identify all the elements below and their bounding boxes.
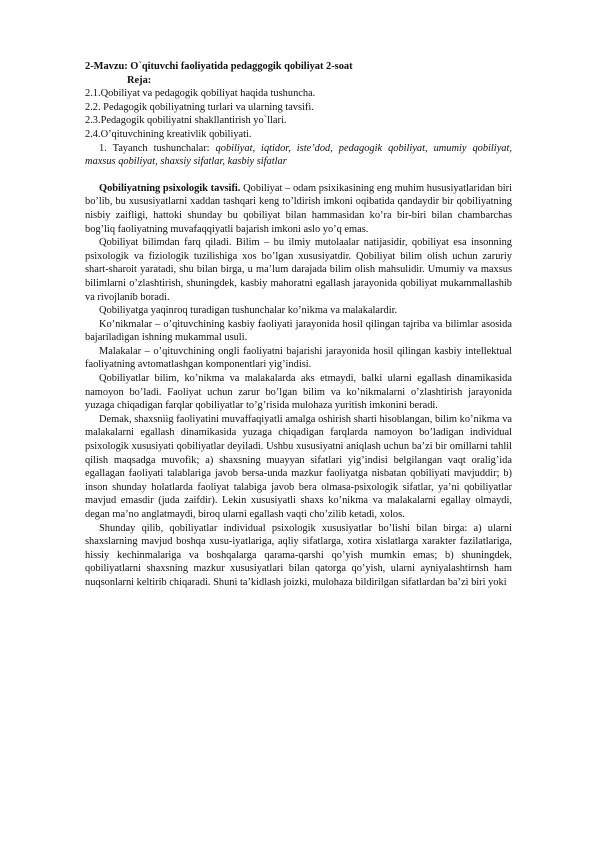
body-paragraph: Demak, shaxsniig faoliyatini muvaffaqiyatli amalga oshirish sharti hisoblangan, bilim ko’nikma va malakalarni egallash dinamikasida yuzaga chiqadigan farqlarda namoyon bo’ladigan individual psixologik xususiyati qobiliyatlar deyiladi. Ushbu xususiyatni aniqlash uchun ba’zi bir omillarni tahlil qilish maqsadga muvofik; a) shaxsning muayyan sifatlari yig’indisi belgilangan vaqt oralig’ida egallagan faoliyati talablariga javob bersa-unda mazkur faoliyatga nisbatan qobiliyati mavjuddir; b) inson shunday holatlarda faoliyat talabiga javob bera olmasa-psixologik sifatlar, ya’ni qobiliyatlar mavjud emasdir (juda zaifdir). Lekin xususiyatli shaxs ko’nikma va malakalarni egallay olmaydi, degan ma’no anglatmaydi, biroq ularni egallash vaqti cho’zilib ketadi, xolos.	[85, 413, 512, 520]
spacer	[85, 169, 512, 182]
plan-item: 2.4.O’qituvchining kreativlik qobiliyati.	[85, 128, 252, 140]
plan-heading: Reja:	[127, 74, 152, 86]
document-title: 2-Mavzu: O`qituvchi faoliyatida pedaggogik qobiliyat 2-soat	[85, 61, 353, 72]
keywords-line	[85, 142, 512, 169]
plan-item: 2.2. Pedagogik qobiliyatning turlari va ularning tavsifi.	[85, 101, 314, 113]
body-paragraph: Qobiliyatlar bilim, ko’nikma va malakalarda aks etmaydi, balki ularni egallash dinamikasida namoyon bo’ladi. Faoliyat uchun zarur bo’lgan bilim va ko’nikmalarni o’zlashtirish jarayonida yuzaga chiqadigan farqlar qobiliyatlar to’g’risida mulohaza yuritish imkonini beradi.	[85, 373, 512, 412]
keywords-list: qobiliyat, iqtidor, iste’dod, pedagogik qobiliyat, umumiy qobiliyat, maxsus qobiliyat, shaxsiy sifatlar, kasbiy sifatlar	[85, 142, 512, 168]
document-page	[85, 60, 512, 590]
body-paragraph: Qobiliyat bilimdan farq qiladi. Bilim – bu ilmiy mutolaalar natijasidir, qobiliyat esa insonning psixologik va fiziologik tuzilishiga xos bo’lgan xususiyatdir. Qobiliyat bilim olish uchun zaruriy shart-sharoit yaratadi, shu bilan birga, u ma’lum darajada bilim olish mahsulidir. Umumiy va maxsus bilimlarni o’zlashtirish, shuningdek, kasbiy mahoratni egallash jarayonida qobiliyat mukammallashib va rivojlanib boradi.	[85, 237, 512, 303]
section-lead: Qobiliyatning psixologik tavsifi.	[99, 182, 241, 194]
keywords-prefix: 1. Tayanch tushunchalar:	[99, 142, 216, 154]
paragraph-text: Qobiliyat – odam psixikasining eng muhim hususiyatlaridan biri bo’lib, bu xususiyatlarni xaddan tashqari keng to’ldirish imkoni oqibatida qandaydir bir qobiliyatning nisbiy zaifligi, hattoki shunday bu qobiliyat bilan hammasidan ko’ra bir-biri bilan chambarchas bog’liq faoliyatning muvafaqqiyatli bajarish imkoni aslo yo’q emas.	[85, 182, 513, 235]
plan-item: 2.3.Pedagogik qobiliyatni shakllantirish yo`llari.	[85, 115, 287, 127]
body-paragraph: Shunday qilib, qobiliyatlar individual psixologik xususiyatlar bo’lishi bilan birga: a) ularni shaxslarning mavjud boshqa xusu-iyatlariga, aqliy sifatlarga, xotira xislatlarga xarakter fazilatlariga, hissiy kechinmalariga va boshqalarga qarama-qarshi qo’yish mumkin emas; b) shuningdek, qobiliyatlarni shaxsning mazkur xususiyatlari bilan qatorga qo’yish, ularni ayniyalashtirnsh ham nuqsonlarni keltirib chiqaradi. Shuni ta’kidlash joizki, mulohaza bildirilgan sifatlardan ba’zi biri yoki	[85, 522, 512, 588]
body-paragraph: Ko’nikmalar – o’qituvchining kasbiy faoliyati jarayonida hosil qilingan tajriba va bilimlar asosida bajariladigan ishning mukammal usuli.	[85, 318, 512, 344]
plan-item: 2.1.Qobiliyat va pedagogik qobiliyat haqida tushuncha.	[85, 88, 316, 100]
body-paragraph: Malakalar – o’qituvchining ongli faoliyatni bajarishi jarayonida hosil qilingan kasbiy intellektual faoliyatning avtomatlashgan komponentlari yig’indisi.	[85, 345, 512, 371]
body-paragraph	[85, 182, 512, 236]
body-paragraph: Qobiliyatga yaqinroq turadigan tushunchalar ko’nikma va malakalardir.	[99, 305, 398, 317]
